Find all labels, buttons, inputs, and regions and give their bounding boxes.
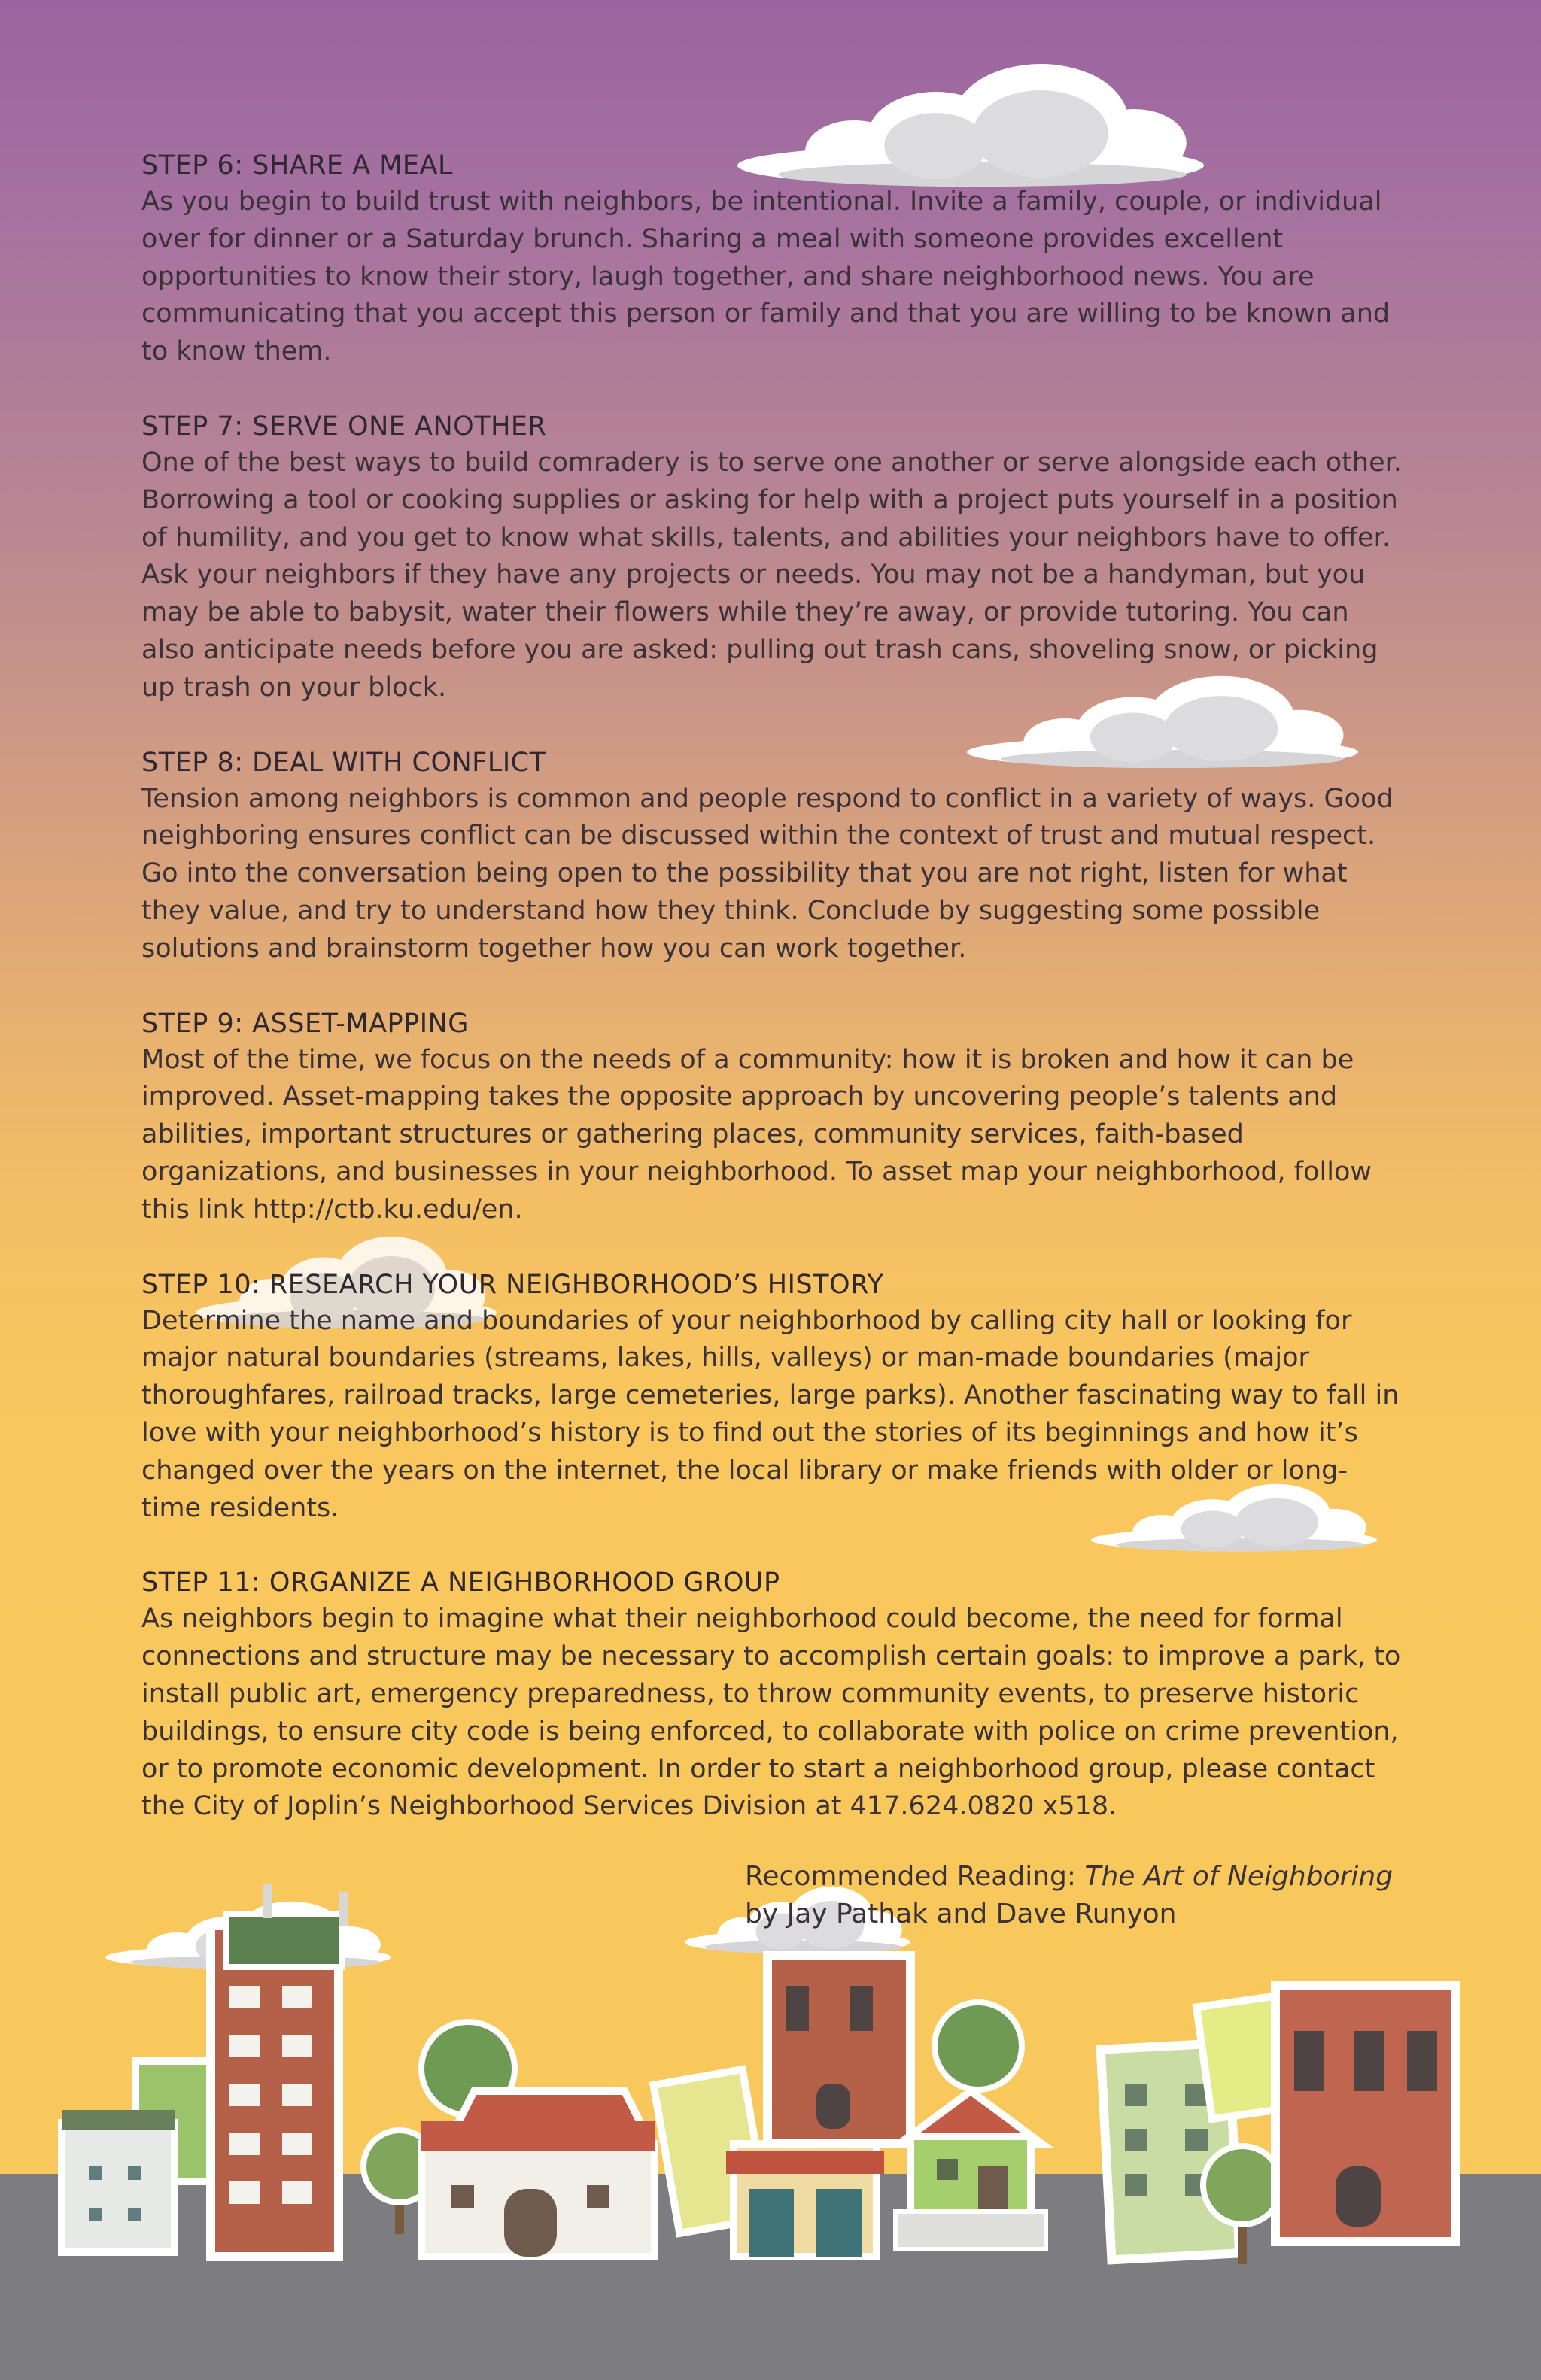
step-7 — [141, 408, 1406, 707]
step-body: One of the best ways to build comradery is to serve one another or serve alongside each other. Borrowing a tool or cooking supplies or asking for help with a project puts yourself in a position of humility, and you get to know what skills, talents, and abilities your neighbors have to offer. Ask your neighbors if they have any projects or needs. You may not be a handyman, but you may be able to babysit, water their flowers while they’re away, or provide tutoring. You can also anticipate needs before you are asked: pulling out trash cans, shoveling snow, or picking up trash on your block. — [141, 447, 1402, 703]
step-title: STEP 10: RESEARCH YOUR NEIGHBORHOOD’S HISTORY — [141, 1269, 884, 1300]
step-body: Determine the name and boundaries of your neighborhood by calling city hall or looking for major natural boundaries (streams, lakes, hills, valleys) or man-made boundaries (major thoroughfares, railroad tracks, large cemeteries, large parks). Another fascinating way to fall in love with your neighborhood’s history is to find out the stories of its beginnings and how it’s changed over the years on the internet, the local library or make friends with older or long-time residents. — [141, 1305, 1400, 1523]
shop-icon — [726, 2144, 884, 2257]
step-body: As you begin to build trust with neighbors, be intentional. Invite a family, couple, or individual over for dinner or a Saturday brunch. Sharing a meal with someone provides excellent opportunities to know their story, laugh together, and share neighborhood news. You are communicating that you accept this person or family and that you are willing to be known and to know them. — [141, 187, 1391, 367]
step-8 — [141, 745, 1406, 968]
step-body: Tension among neighbors is common and people respond to conflict in a variety of ways. Good neighboring ensures conflict can be discussed within the context of trust and mutual respect. Go into the conversation being open to the possibility that you are not right, listen for what they value, and try to understand how they think. Conclude by suggesting some possible solutions and brainstorm together how you can work together. — [141, 783, 1394, 964]
step-title: STEP 9: ASSET-MAPPING — [141, 1008, 469, 1039]
step-body: As neighbors begin to imagine what their neighborhood could become, the need for formal connections and structure may be necessary to accomplish certain goals: to improve a park, to install public art, emergency preparedness, to throw community events, to preserve historic buildings, to ensure city code is being enforced, to collaborate with police on crime prevention, or to promote economic development. In order to start a neighborhood group, please contact the City of Joplin’s Neighborhood Services Division at 417.624.0820 x518. — [141, 1604, 1401, 1822]
step-11 — [141, 1565, 1406, 1826]
step-body: Most of the time, we focus on the needs of a community: how it is broken and how it can be improved. Asset-mapping takes the opposite approach by uncovering people’s talents and abilities, important structures or gathering places, community services, faith-based organizations, and businesses in your neighborhood. To asset map your neighborhood, follow this link http://ctb.ku.edu/en. — [141, 1044, 1372, 1225]
book-title: The Art of Neighboring — [1084, 1861, 1394, 1892]
step-6 — [141, 147, 1406, 371]
step-9 — [141, 1006, 1406, 1229]
building-icon — [767, 1956, 910, 2144]
reading-prefix: Recommended Reading: — [745, 1861, 1085, 1892]
recommended-reading — [745, 1858, 1393, 1933]
step-title: STEP 8: DEAL WITH CONFLICT — [141, 747, 546, 778]
building-icon — [1275, 1986, 1456, 2242]
reading-line — [745, 1858, 1393, 1896]
house-icon — [895, 2091, 1046, 2249]
building-icon — [62, 2061, 218, 2252]
step-title: STEP 6: SHARE A MEAL — [141, 150, 453, 181]
step-title: STEP 11: ORGANIZE A NEIGHBORHOOD GROUP — [141, 1568, 780, 1598]
reading-authors: by Jay Pathak and Dave Runyon — [745, 1899, 1177, 1929]
step-10 — [141, 1267, 1406, 1528]
steps-list — [141, 147, 1406, 1863]
step-title: STEP 7: SERVE ONE ANOTHER — [141, 411, 547, 442]
tree-icon — [935, 2002, 1022, 2090]
building-icon — [211, 1884, 348, 2257]
